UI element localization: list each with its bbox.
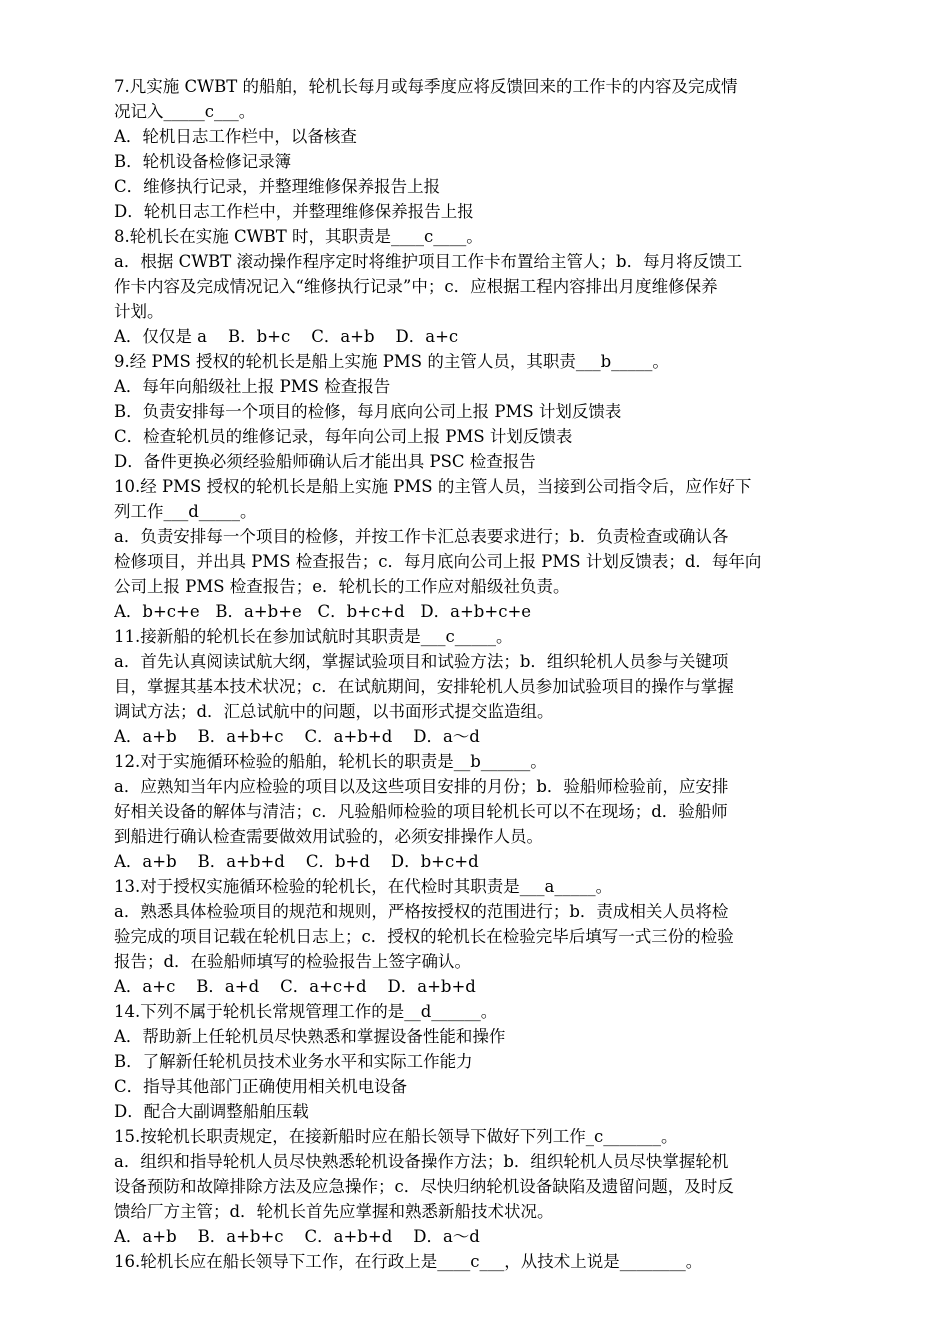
question-12-items-line-3: 到船进行确认检查需要做效用试验的，必须安排操作人员。 [114,827,543,846]
question-10-stem-line-2: 列工作___d_____。 [114,502,257,521]
question-10-items-line-3: 公司上报 PMS 检查报告；e．轮机长的工作应对船级社负责。 [114,577,570,596]
question-10-items-line-1: a．负责安排每一个项目的检修，并按工作卡汇总表要求进行；b．负责检查或确认各 [114,527,729,546]
question-7-line-1: 7.凡实施 CWBT 的船舶，轮机长每月或每季度应将反馈回来的工作卡的内容及完成情 [114,77,738,96]
question-8-items-line-2: 作卡内容及完成情况记入“维修执行记录”中；c．应根据工程内容排出月度维修保养 [114,277,718,296]
question-14-stem: 14.下列不属于轮机长常规管理工作的是__d______。 [114,1002,498,1021]
question-8-stem: 8.轮机长在实施 CWBT 时，其职责是____c____。 [114,227,483,246]
question-13-items-line-2: 验完成的项目记载在轮机日志上；c．授权的轮机长在检验完毕后填写一式三份的检验 [114,927,734,946]
question-10-stem-line-1: 10.经 PMS 授权的轮机长是船上实施 PMS 的主管人员，当接到公司指令后，应作好下 [114,477,752,496]
question-7-option-c: C．维修执行记录，并整理维修保养报告上报 [114,177,441,196]
question-16-stem: 16.轮机长应在船长领导下工作，在行政上是____c___，从技术上说是________。 [114,1252,703,1271]
question-13-options: A．a+c B．a+d C．a+c+d D．a+b+d [114,977,476,996]
question-14-option-d: D．配合大副调整船舶压载 [114,1102,309,1121]
question-12-options: A．a+b B．a+b+d C．b+d D．b+c+d [114,852,479,871]
question-8-items-line-1: a．根据 CWBT 滚动操作程序定时将维护项目工作卡布置给主管人；b．每月将反馈工 [114,252,743,271]
question-11-stem: 11.接新船的轮机长在参加试航时其职责是___c_____。 [114,627,513,646]
question-7-line-2: 况记入_____c___。 [114,102,256,121]
question-14-option-b: B．了解新任轮机员技术业务水平和实际工作能力 [114,1052,473,1071]
question-13-items-line-1: a．熟悉具体检验项目的规范和规则，严格按授权的范围进行；b．责成相关人员将检 [114,902,729,921]
question-9-option-a: A．每年向船级社上报 PMS 检查报告 [114,377,391,396]
question-9-option-b: B．负责安排每一个项目的检修，每月底向公司上报 PMS 计划反馈表 [114,402,622,421]
question-8-options: A．仅仅是 a B．b+c C．a+b D．a+c [114,327,459,346]
document-page [114,74,840,1274]
question-9-stem: 9.经 PMS 授权的轮机长是船上实施 PMS 的主管人员，其职责___b_____。 [114,352,669,371]
question-15-items-line-1: a．组织和指导轮机人员尽快熟悉轮机设备操作方法；b．组织轮机人员尽快掌握轮机 [114,1152,729,1171]
question-10-items-line-2: 检修项目，并出具 PMS 检查报告；c．每月底向公司上报 PMS 计划反馈表；d．每年向 [114,552,762,571]
question-7-option-d: D．轮机日志工作栏中，并整理维修保养报告上报 [114,202,474,221]
question-12-items-line-1: a．应熟知当年内应检验的项目以及这些项目安排的月份；b．验船师检验前，应安排 [114,777,729,796]
question-15-options: A．a+b B．a+b+c C．a+b+d D．a～d [114,1227,480,1246]
question-9-option-d: D．备件更换必须经验船师确认后才能出具 PSC 检查报告 [114,452,536,471]
question-15-items-line-2: 设备预防和故障排除方法及应急操作；c．尽快归纳轮机设备缺陷及遗留问题，及时反 [114,1177,734,1196]
question-11-options: A．a+b B．a+b+c C．a+b+d D．a～d [114,727,480,746]
question-13-stem: 13.对于授权实施循环检验的轮机长，在代检时其职责是___a_____。 [114,877,613,896]
question-8-items-line-3: 计划。 [114,302,164,321]
question-12-stem: 12.对于实施循环检验的船舶，轮机长的职责是__b______。 [114,752,547,771]
question-11-items-line-3: 调试方法；d．汇总试航中的问题，以书面形式提交监造组。 [114,702,554,721]
question-14-option-c: C．指导其他部门正确使用相关机电设备 [114,1077,408,1096]
question-10-options: A．b+c+e B．a+b+e C．b+c+d D．a+b+c+e [114,602,532,621]
question-11-items-line-2: 目，掌握其基本技术状况；c．在试航期间，安排轮机人员参加试验项目的操作与掌握 [114,677,734,696]
question-15-stem: 15.按轮机长职责规定，在接新船时应在船长领导下做好下列工作_c_______。 [114,1127,678,1146]
question-7-option-b: B．轮机设备检修记录簿 [114,152,292,171]
question-14-option-a: A．帮助新上任轮机员尽快熟悉和掌握设备性能和操作 [114,1027,506,1046]
question-15-items-line-3: 馈给厂方主管；d．轮机长首先应掌握和熟悉新船技术状况。 [114,1202,554,1221]
question-7-option-a: A．轮机日志工作栏中，以备核查 [114,127,357,146]
question-11-items-line-1: a．首先认真阅读试航大纲，掌握试验项目和试验方法；b．组织轮机人员参与关键项 [114,652,729,671]
question-9-option-c: C．检查轮机员的维修记录，每年向公司上报 PMS 计划反馈表 [114,427,573,446]
question-12-items-line-2: 好相关设备的解体与清洁；c．凡验船师检验的项目轮机长可以不在现场；d．验船师 [114,802,728,821]
question-13-items-line-3: 报告；d．在验船师填写的检验报告上签字确认。 [114,952,472,971]
